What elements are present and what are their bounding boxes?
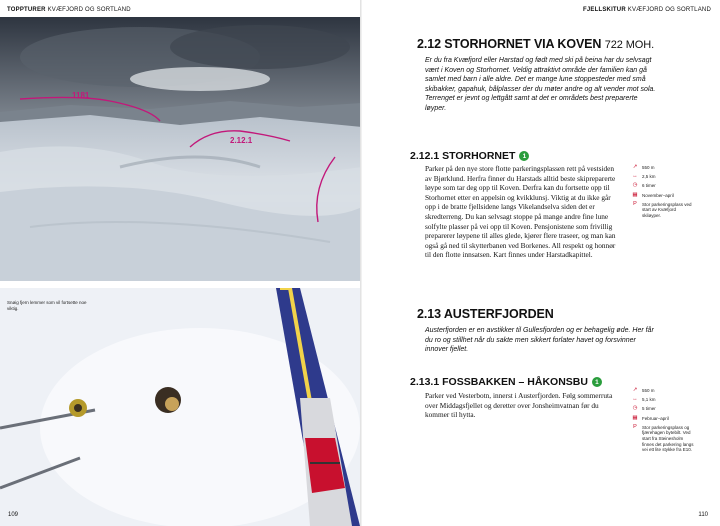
parking-icon: P [633,423,637,430]
section-2-13-1-body: Parker ved Vesterbotn, innerst i Austerfjorden. Følg sommerruta over Middagsfjellet og deretter over Jonsheimvatnan før du kommer til hytta. [425,391,613,420]
page-number-right: 110 [698,512,708,518]
route-label-1181: 1181 [72,91,90,100]
altitude-label: 722 MOH. [604,39,655,51]
distance-icon: ↔ [632,173,638,180]
running-header-left [7,7,131,13]
right-page [362,0,720,526]
ski-illustration [0,288,362,526]
section-2-12-1-title [410,150,529,162]
section-title-text: 2.12 STORHORNET VIA KOVEN [417,37,602,51]
section-2-13-title [417,307,554,321]
route-fact [632,165,694,171]
route-fact [632,388,694,394]
section-2-12-title [417,37,654,51]
difficulty-badge: 1 [519,151,529,161]
landscape-illustration [0,17,362,281]
page-number-left: 109 [8,512,19,518]
route-fact-text: Stor parkeringsplass ved start av Kvæfjord skiløyper. [642,201,692,218]
section-2-13-1-title [410,376,602,388]
header-bold: FJELLSKITUR [583,7,626,13]
route-facts-2-12-1 [632,165,694,222]
route-label-2121: 2.12.1 [230,136,253,145]
difficulty-badge: 1 [592,377,602,387]
route-fact [632,193,694,199]
calendar-icon: ▦ [632,414,638,421]
parking-icon: P [633,200,637,207]
subsection-title-text: 2.12.1 STORHORNET [410,150,516,162]
section-title-text: 2.13 AUSTERFJORDEN [417,307,554,321]
route-fact [632,425,694,453]
route-fact-text: Stor parkeringsplass og fjærehagen bytebilt. Ved start fra Steinesholm finnes det parkering langs vei ett lite stykke fra E10. [642,424,694,453]
route-fact-text: 6 timer [642,183,656,189]
route-fact-text: 2,5 km [642,174,656,180]
route-fact [632,174,694,180]
route-fact-text: Februar–april [642,415,669,421]
clock-icon: ◷ [632,405,638,412]
ski-photo [0,288,362,526]
section-2-13-intro: Austerfjorden er en avstikker til Gullesfjorden og er behagelig øde. Her får du ro og stillhet når du sakte men sikkert forlater havet og forsvinner innover fjellet. [425,327,654,354]
running-header-right [583,7,711,13]
subsection-title-text: 2.13.1 FOSSBAKKEN – HÅKONSBU [410,376,588,388]
route-fact [632,406,694,412]
calendar-icon: ▦ [632,191,638,198]
route-fact-text: 5,1 km [642,397,656,403]
route-fact [632,202,694,219]
header-rest: KVÆFJORD OG SORTLAND [45,7,131,13]
section-2-12-1-body: Parker på den nye store flotte parkeringsplassen rett på vestsiden av Bjørklund. Herfra finner du Harstads alltid beste skipreparerte løype som tar deg opp til Koven. Derfra kan du fortsette opp til Storhornet etter en appelsin og kvikklunsj. Viktig at du ikke går opp i de bratte fjellsidene langs Vikelandselva siden det er skredterreng. Du kan selvsagt stoppe på mange andre fine lune solfylte plasser på vei opp til Koven. Pensjonistene som frivillig preparerer løypene til alles glede, kjører flere traseer, og man kan også gå ned til skytterbanen ved Borkenes. All respekt og honnør til den flotte innsatsen. Kart finnes under Harstadkapittel. [425,164,616,260]
clock-icon: ◷ [632,182,638,189]
header-bold: TOPPTURER [7,7,46,13]
route-fact [632,183,694,189]
route-fact-text: 5 timer [642,406,656,412]
route-fact-text: November–april [642,192,674,198]
route-fact-text: 550 m [642,165,655,170]
route-facts-2-13-1 [632,388,694,456]
elevation-icon: ↗ [632,387,638,393]
landscape-photo [0,17,362,281]
route-fact [632,416,694,422]
photo-caption: Snøig fjern lemmer som vil fortsette noe viktig. [7,300,87,311]
section-2-12-intro: Er du fra Kvæfjord eller Harstad og født med ski på beina har du selvsagt vært i Koven og Storhornet. Veldig attraktivt område der familien kan gå samlet med barn i alle aldre. Det er mange lune stoppesteder med små skibakker, gapahuk, bålplasser der du møter andre og alt vender mot sola. Terrenget er jevnt og lettgått samt at det er områdets best preparerte løyper. [425,57,656,112]
route-fact [632,397,694,403]
route-fact-text: 550 m [642,388,655,393]
header-rest: KVÆFJORD OG SORTLAND [625,7,711,13]
distance-icon: ↔ [632,396,638,403]
elevation-icon: ↗ [632,164,638,170]
